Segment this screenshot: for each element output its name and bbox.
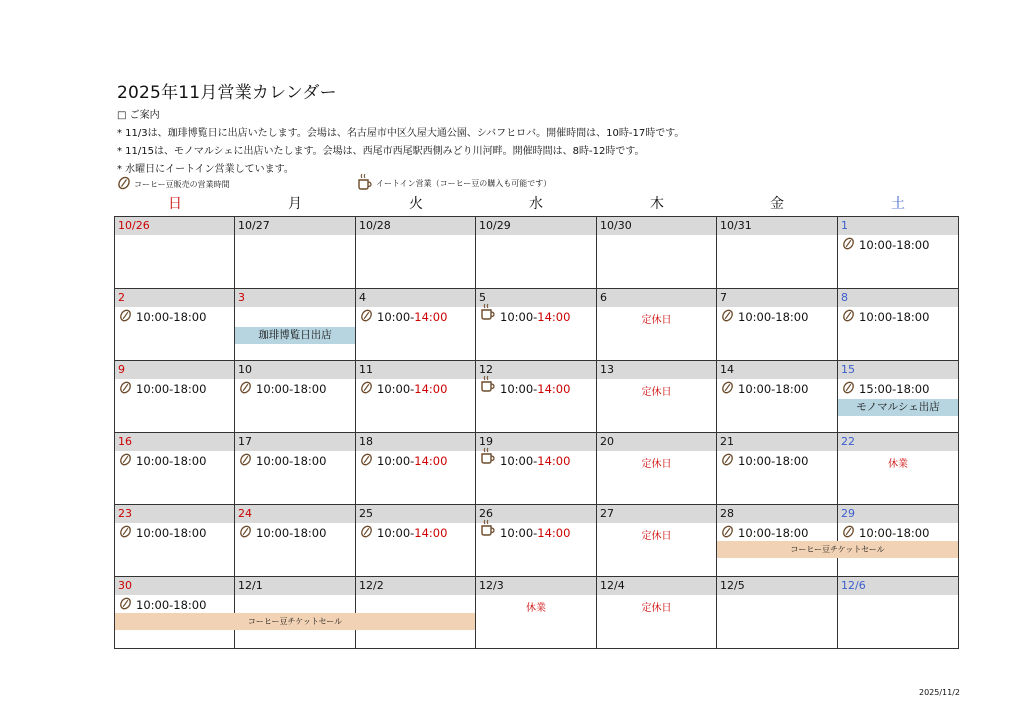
open-time: 10:00- xyxy=(500,453,538,468)
day-number: 18 xyxy=(356,433,475,451)
weekday-header xyxy=(115,193,958,215)
day-number: 2 xyxy=(115,289,234,307)
day-number: 16 xyxy=(115,433,234,451)
day-number: 25 xyxy=(356,505,475,523)
calendar-day-cell xyxy=(838,577,959,649)
close-time: 18:00 xyxy=(293,526,327,540)
weekday-saturday: 土 xyxy=(891,196,905,212)
calendar-day-cell xyxy=(235,289,356,361)
calendar-day-cell xyxy=(115,361,235,433)
open-time: 10:00- xyxy=(859,310,897,324)
business-hours xyxy=(119,525,206,541)
calendar-day-cell xyxy=(356,505,476,577)
close-time: 14:00 xyxy=(414,454,448,468)
business-hours xyxy=(239,453,326,469)
weekday-monday: 月 xyxy=(288,196,302,212)
closed-label: 定休日 xyxy=(641,603,672,614)
open-time: 10:00- xyxy=(136,526,174,540)
business-hours xyxy=(360,453,447,469)
calendar-grid xyxy=(114,216,959,649)
open-time: 10:00- xyxy=(500,309,538,324)
day-number: 4 xyxy=(356,289,475,307)
open-time: 10:00- xyxy=(136,310,174,324)
calendar-day-cell xyxy=(115,505,235,577)
business-hours xyxy=(842,381,929,397)
closed-label: 定休日 xyxy=(641,387,672,398)
calendar-day-cell xyxy=(476,217,597,289)
coffee-cup-icon xyxy=(480,453,500,468)
coffee-bean-icon xyxy=(117,176,134,192)
day-number: 19 xyxy=(476,433,596,451)
day-number: 30 xyxy=(115,577,234,595)
day-number: 10/29 xyxy=(476,217,596,235)
close-time: 14:00 xyxy=(537,309,571,324)
coffee-bean-icon xyxy=(360,453,377,469)
calendar-day-cell xyxy=(838,289,959,361)
close-time: 14:00 xyxy=(414,526,448,540)
calendar-day-cell xyxy=(717,433,838,505)
day-number: 8 xyxy=(838,289,958,307)
day-number: 10/30 xyxy=(597,217,716,235)
day-number: 12/3 xyxy=(476,577,596,595)
day-number: 12 xyxy=(476,361,596,379)
business-hours xyxy=(721,309,808,325)
close-time: 14:00 xyxy=(537,381,571,396)
calendar-day-cell xyxy=(235,361,356,433)
ticket-sale-band: コーヒー豆チケットセール xyxy=(115,613,475,630)
calendar-day-cell xyxy=(476,433,597,505)
close-time: 18:00 xyxy=(896,310,930,324)
business-hours xyxy=(480,309,570,324)
weekday-tuesday: 火 xyxy=(409,196,423,212)
day-number: 26 xyxy=(476,505,596,523)
legend-bean-label: コーヒー豆販売の営業時間 xyxy=(134,179,230,189)
calendar-day-cell xyxy=(476,361,597,433)
business-hours xyxy=(480,453,570,468)
business-hours xyxy=(721,381,808,397)
close-time: 18:00 xyxy=(896,382,930,396)
coffee-bean-icon xyxy=(360,525,377,541)
coffee-bean-icon xyxy=(239,381,256,397)
close-time: 18:00 xyxy=(173,382,207,396)
day-number: 29 xyxy=(838,505,958,523)
open-time: 10:00- xyxy=(256,526,294,540)
business-hours xyxy=(360,525,447,541)
note-line: * 11/3は、珈琲博覧日に出店いたします。会場は、名古屋市中区久屋大通公園、シバフヒロバ。開催時間は、10時-17時です。 xyxy=(117,128,685,139)
open-time: 10:00- xyxy=(136,454,174,468)
day-number: 3 xyxy=(235,289,355,307)
day-number: 28 xyxy=(717,505,837,523)
business-hours xyxy=(842,525,929,541)
business-hours xyxy=(239,381,326,397)
coffee-cup-icon xyxy=(357,173,376,193)
event-label: モノマルシェ出店 xyxy=(838,399,958,416)
day-number: 6 xyxy=(597,289,716,307)
weekday-thursday: 木 xyxy=(650,196,664,212)
calendar-day-cell xyxy=(838,433,959,505)
coffee-bean-icon xyxy=(360,309,377,325)
business-hours xyxy=(360,381,447,397)
calendar-day-cell xyxy=(235,217,356,289)
calendar-day-cell xyxy=(476,505,597,577)
open-time: 10:00- xyxy=(738,382,776,396)
calendar-day-cell xyxy=(597,505,717,577)
day-number: 23 xyxy=(115,505,234,523)
event-label: 珈琲博覧日出店 xyxy=(235,327,355,344)
open-time: 10:00- xyxy=(859,526,897,540)
day-number: 10/27 xyxy=(235,217,355,235)
day-number: 9 xyxy=(115,361,234,379)
weekday-friday: 金 xyxy=(770,196,784,212)
close-time: 18:00 xyxy=(173,310,207,324)
day-number: 12/1 xyxy=(235,577,355,595)
day-number: 11 xyxy=(356,361,475,379)
coffee-bean-icon xyxy=(119,381,136,397)
day-number: 15 xyxy=(838,361,958,379)
calendar-day-cell xyxy=(597,289,717,361)
coffee-bean-icon xyxy=(721,381,738,397)
coffee-bean-icon xyxy=(721,525,738,541)
coffee-bean-icon xyxy=(119,525,136,541)
day-number: 10/28 xyxy=(356,217,475,235)
calendar-day-cell xyxy=(235,505,356,577)
calendar-week-row xyxy=(115,289,959,361)
business-hours xyxy=(480,525,570,540)
close-time: 18:00 xyxy=(173,526,207,540)
business-hours xyxy=(842,237,929,253)
calendar-week-row xyxy=(115,433,959,505)
legend-cup-label: イートイン営業（コーヒー豆の購入も可能です） xyxy=(376,178,552,188)
close-time: 18:00 xyxy=(775,310,809,324)
coffee-bean-icon xyxy=(119,597,136,613)
coffee-cup-icon xyxy=(480,309,500,324)
calendar-day-cell xyxy=(717,289,838,361)
weekday-wednesday: 水 xyxy=(529,196,543,212)
calendar-day-cell xyxy=(597,361,717,433)
day-number: 14 xyxy=(717,361,837,379)
day-number: 27 xyxy=(597,505,716,523)
close-time: 18:00 xyxy=(173,454,207,468)
day-number: 21 xyxy=(717,433,837,451)
close-time: 18:00 xyxy=(896,526,930,540)
business-hours xyxy=(721,453,808,469)
note-line: * 11/15は、モノマルシェに出店いたします。会場は、西尾市西尾駅西側みどり川河畔。開催時間は、8時-12時です。 xyxy=(117,146,645,157)
close-time: 18:00 xyxy=(896,238,930,252)
open-time: 10:00- xyxy=(738,454,776,468)
closed-label: 休業 xyxy=(888,459,908,470)
open-time: 10:00- xyxy=(377,454,415,468)
open-time: 10:00- xyxy=(256,454,294,468)
open-time: 10:00- xyxy=(738,310,776,324)
calendar-day-cell xyxy=(235,433,356,505)
note-line: * 水曜日にイートイン営業しています。 xyxy=(117,164,294,175)
page-title: 2025年11月営業カレンダー xyxy=(117,83,337,103)
calendar-day-cell xyxy=(115,289,235,361)
close-time: 14:00 xyxy=(414,382,448,396)
coffee-bean-icon xyxy=(842,525,859,541)
business-hours xyxy=(119,453,206,469)
coffee-bean-icon xyxy=(239,453,256,469)
calendar-day-cell xyxy=(597,433,717,505)
open-time: 10:00- xyxy=(377,526,415,540)
coffee-bean-icon xyxy=(721,309,738,325)
open-time: 10:00- xyxy=(136,598,174,612)
closed-label: 休業 xyxy=(526,603,546,614)
print-date: 2025/11/2 xyxy=(919,688,961,697)
day-number: 7 xyxy=(717,289,837,307)
calendar-day-cell xyxy=(717,217,838,289)
calendar-day-cell xyxy=(115,217,235,289)
calendar-day-cell xyxy=(838,217,959,289)
calendar-day-cell xyxy=(356,433,476,505)
coffee-bean-icon xyxy=(239,525,256,541)
close-time: 14:00 xyxy=(537,453,571,468)
open-time: 10:00- xyxy=(500,381,538,396)
coffee-bean-icon xyxy=(721,453,738,469)
open-time: 10:00- xyxy=(738,526,776,540)
calendar-day-cell xyxy=(356,289,476,361)
close-time: 18:00 xyxy=(775,454,809,468)
open-time: 10:00- xyxy=(859,238,897,252)
coffee-bean-icon xyxy=(360,381,377,397)
business-hours xyxy=(119,309,206,325)
day-number: 20 xyxy=(597,433,716,451)
calendar-day-cell xyxy=(356,217,476,289)
coffee-cup-icon xyxy=(480,381,500,396)
calendar-day-cell xyxy=(838,361,959,433)
notes-heading: □ ご案内 xyxy=(117,110,160,121)
day-number: 17 xyxy=(235,433,355,451)
legend-item-bean xyxy=(117,176,230,192)
business-hours xyxy=(721,525,808,541)
close-time: 18:00 xyxy=(293,382,327,396)
legend-item-cup xyxy=(357,173,551,193)
day-number: 22 xyxy=(838,433,958,451)
closed-label: 定休日 xyxy=(641,531,672,542)
calendar-day-cell xyxy=(717,361,838,433)
business-hours xyxy=(480,381,570,396)
calendar-day-cell xyxy=(476,289,597,361)
close-time: 14:00 xyxy=(414,310,448,324)
open-time: 10:00- xyxy=(136,382,174,396)
notes-section xyxy=(117,107,684,179)
day-number: 1 xyxy=(838,217,958,235)
close-time: 18:00 xyxy=(775,382,809,396)
calendar-day-cell xyxy=(717,577,838,649)
business-hours xyxy=(360,309,447,325)
coffee-bean-icon xyxy=(842,309,859,325)
closed-label: 定休日 xyxy=(641,459,672,470)
open-time: 10:00- xyxy=(256,382,294,396)
day-number: 24 xyxy=(235,505,355,523)
ticket-sale-band: コーヒー豆チケットセール xyxy=(717,541,958,558)
business-hours xyxy=(842,309,929,325)
open-time: 10:00- xyxy=(500,525,538,540)
calendar-week-row xyxy=(115,361,959,433)
coffee-bean-icon xyxy=(842,237,859,253)
calendar-week-row xyxy=(115,217,959,289)
coffee-bean-icon xyxy=(119,309,136,325)
business-hours xyxy=(119,381,206,397)
calendar-day-cell xyxy=(476,577,597,649)
day-number: 10 xyxy=(235,361,355,379)
close-time: 18:00 xyxy=(293,454,327,468)
calendar-day-cell xyxy=(597,217,717,289)
open-time: 15:00- xyxy=(859,382,897,396)
coffee-cup-icon xyxy=(480,525,500,540)
day-number: 10/26 xyxy=(115,217,234,235)
open-time: 10:00- xyxy=(377,382,415,396)
close-time: 14:00 xyxy=(537,525,571,540)
coffee-bean-icon xyxy=(842,381,859,397)
day-number: 12/4 xyxy=(597,577,716,595)
closed-label: 定休日 xyxy=(641,315,672,326)
business-hours xyxy=(239,525,326,541)
open-time: 10:00- xyxy=(377,310,415,324)
calendar-day-cell xyxy=(597,577,717,649)
day-number: 10/31 xyxy=(717,217,837,235)
day-number: 13 xyxy=(597,361,716,379)
day-number: 5 xyxy=(476,289,596,307)
close-time: 18:00 xyxy=(775,526,809,540)
day-number: 12/5 xyxy=(717,577,837,595)
day-number: 12/2 xyxy=(356,577,475,595)
calendar-day-cell xyxy=(356,361,476,433)
coffee-bean-icon xyxy=(119,453,136,469)
close-time: 18:00 xyxy=(173,598,207,612)
weekday-sunday: 日 xyxy=(168,196,182,212)
day-number: 12/6 xyxy=(838,577,958,595)
calendar-day-cell xyxy=(115,433,235,505)
business-hours xyxy=(119,597,206,613)
